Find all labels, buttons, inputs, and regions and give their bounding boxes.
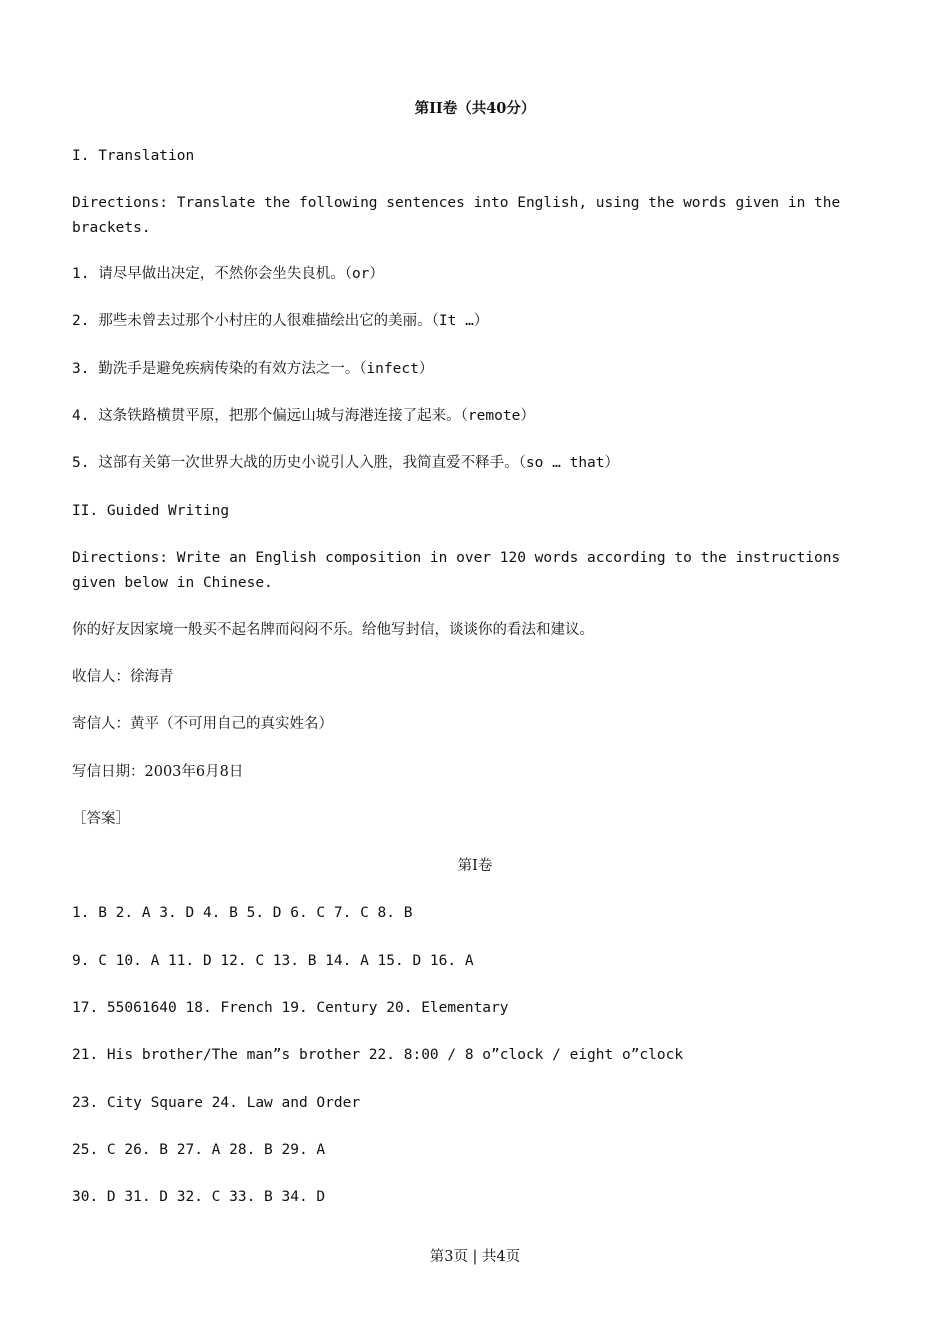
translation-item-4: 4. 这条铁路横贯平原，把那个偏远山城与海港连接了起来。（remote） — [72, 408, 535, 424]
answer-line-6: 25. C 26. B 27. A 28. B 29. A — [72, 1142, 326, 1158]
section-title: 第II卷（共40分） — [414, 100, 536, 117]
part2-heading: II. Guided Writing — [72, 503, 230, 519]
page-footer: 第3页 | 共4页 — [429, 1249, 521, 1265]
letter-date: 写信日期：2003年6月8日 — [72, 764, 244, 780]
part1-directions: Directions: Translate the following sentences into English, using the words given in the brackets. — [72, 195, 849, 236]
translation-item-2: 2. 那些未曾去过那个小村庄的人很难描绘出它的美丽。（It …） — [72, 313, 489, 329]
answer-line-1: 1. B 2. A 3. D 4. B 5. D 6. C 7. C 8. B — [72, 905, 413, 921]
answer-subtitle: 第I卷 — [457, 858, 493, 874]
part2-directions: Directions: Write an English composition in over 120 words according to the instructions given below in Chinese. — [72, 550, 849, 591]
translation-item-5: 5. 这部有关第一次世界大战的历史小说引人入胜，我简直爱不释手。（so … that） — [72, 455, 620, 471]
answer-line-2: 9. C 10. A 11. D 12. C 13. B 14. A 15. D 16. A — [72, 953, 474, 969]
translation-item-3: 3. 勤洗手是避免疾病传染的有效方法之一。（infect） — [72, 361, 434, 377]
letter-recipient: 收信人：徐海青 — [72, 669, 174, 685]
answer-line-3: 17. 55061640 18. French 19. Century 20. Elementary — [72, 1000, 509, 1016]
answer-line-5: 23. City Square 24. Law and Order — [72, 1095, 361, 1111]
translation-item-1: 1. 请尽早做出决定，不然你会坐失良机。（or） — [72, 266, 384, 282]
answer-line-7: 30. D 31. D 32. C 33. B 34. D — [72, 1189, 326, 1205]
answer-label: ［答案］ — [72, 811, 130, 827]
answer-line-4: 21. His brother/The man”s brother 22. 8:00 / 8 o”clock / eight o”clock — [72, 1047, 684, 1063]
part1-heading: I. Translation — [72, 148, 195, 164]
writing-prompt: 你的好友因家境一般买不起名牌而闷闷不乐。给他写封信，谈谈你的看法和建议。 — [72, 622, 594, 638]
letter-sender: 寄信人：黄平（不可用自己的真实姓名） — [72, 716, 333, 732]
